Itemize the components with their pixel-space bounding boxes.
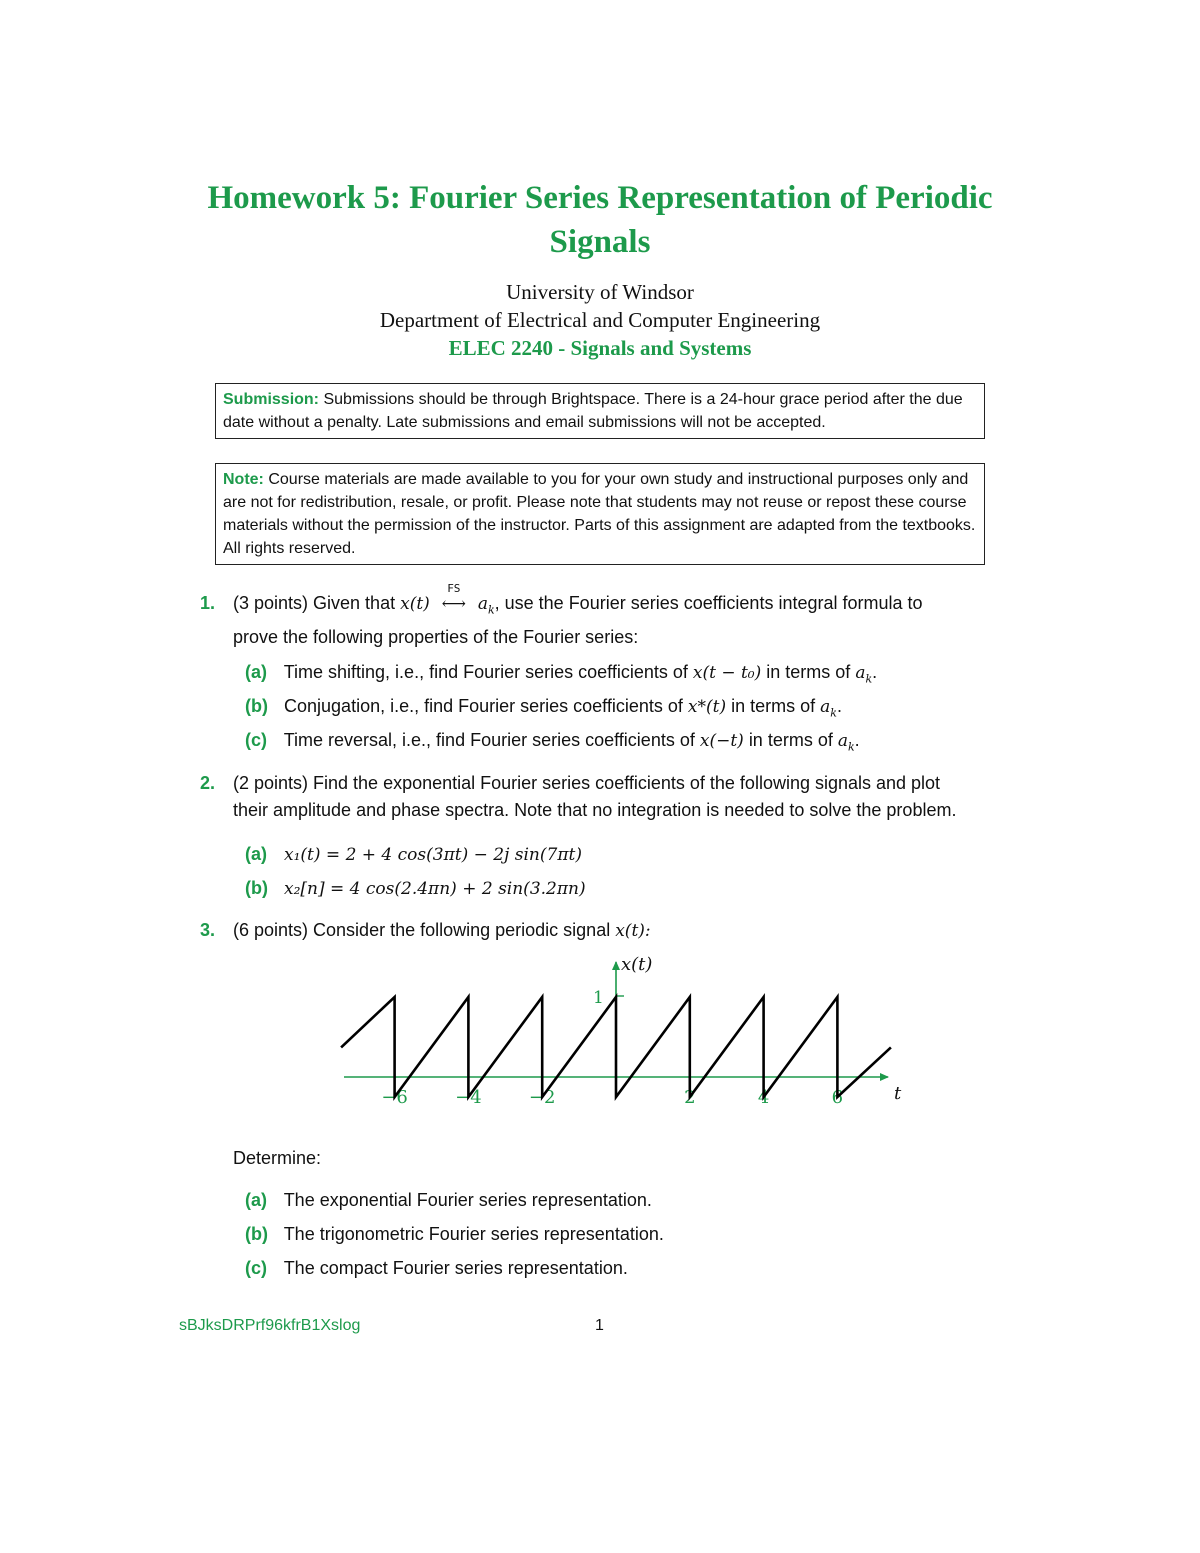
problem-2 bbox=[200, 770, 1030, 824]
fs-arrow: FS ⟷ bbox=[435, 590, 473, 618]
part-label: (b) bbox=[245, 878, 268, 898]
note-box bbox=[215, 463, 985, 565]
university: University of Windsor bbox=[506, 280, 694, 304]
part-text: The compact Fourier series representation. bbox=[283, 1258, 628, 1278]
problem-1-line2: prove the following properties of the Fourier series: bbox=[233, 626, 639, 647]
problem-2-line2: their amplitude and phase spectra. Note that no integration is needed to solve the problem. bbox=[233, 800, 957, 820]
problem-3-math: x(t): bbox=[615, 921, 651, 941]
problem-1-ak: a bbox=[477, 594, 488, 614]
part-label: (a) bbox=[245, 1190, 267, 1210]
part-math: x₂[n] = 4 cos(2.4πn) + 2 sin(3.2πn) bbox=[284, 879, 586, 899]
problem-1a: (a) Time shifting, i.e., find Fourier series coefficients of x(t − t₀) in terms of $a_k$. bbox=[245, 659, 877, 693]
department: Department of Electrical and Computer Engineering bbox=[379, 308, 821, 332]
part-suffix: in terms of bbox=[766, 662, 851, 682]
part-text: The trigonometric Fourier series representation. bbox=[283, 1224, 664, 1244]
note-text: Course materials are made available to you for your own study and instructional purposes only and are not for redistribution, resale, or profit. Please note that students may not reuse or repost these course materials without the permission of the instructor. Parts of this assignment are adapted from the textbooks. All rights reserved. bbox=[223, 471, 976, 557]
part-label: (c) bbox=[245, 730, 267, 750]
y-axis-label: x(t) bbox=[621, 954, 653, 975]
problem-1-xt: x(t) bbox=[400, 594, 430, 614]
submission-text: Submissions should be through Brightspace. There is a 24-hour grace period after the due date without a penalty. Late submissions and email submissions will not be accepted. bbox=[223, 391, 963, 431]
part-text: Time reversal, i.e., find Fourier series coefficients of bbox=[283, 730, 695, 750]
x-tick-label: 4 bbox=[757, 1087, 770, 1108]
part-suffix: in terms of bbox=[731, 696, 816, 716]
part-suffix: in terms of bbox=[748, 730, 833, 750]
problem-2-line1: (2 points) Find the exponential Fourier series coefficients of the following signals and plot bbox=[233, 773, 941, 793]
k-subscript: k bbox=[865, 672, 873, 686]
problem-2b bbox=[245, 875, 586, 903]
submission-box bbox=[215, 383, 985, 439]
fs-label: FS bbox=[447, 582, 461, 595]
x-tick-labels bbox=[381, 1087, 843, 1108]
x-tick-label: 2 bbox=[684, 1087, 696, 1108]
signal-line bbox=[341, 997, 891, 1097]
k-subscript: k bbox=[830, 706, 837, 720]
submission-label: Submission: bbox=[223, 391, 320, 408]
ak-symbol: a bbox=[855, 663, 866, 683]
problem-3-text: (6 points) Consider the following periodic signal bbox=[233, 920, 611, 940]
part-label: (c) bbox=[245, 1258, 267, 1278]
x-tick-label: −2 bbox=[528, 1087, 556, 1108]
x-tick-label: 6 bbox=[831, 1087, 844, 1108]
part-math: x*(t) bbox=[687, 697, 727, 717]
page-title-line2: Signals bbox=[549, 224, 651, 260]
page-number: 1 bbox=[595, 1317, 604, 1334]
problem-2-number: 2. bbox=[200, 773, 216, 793]
k-subscript: k bbox=[848, 740, 855, 754]
problem-1-intro: (3 points) Given that bbox=[233, 593, 396, 613]
problem-1-text-b: , use the Fourier series coefficients integral formula to bbox=[494, 593, 923, 613]
problem-1b: (b) Conjugation, i.e., find Fourier series coefficients of x*(t) in terms of $a_k$. bbox=[245, 693, 842, 727]
problem-3-number: 3. bbox=[200, 920, 216, 940]
page-title: Homework 5: Fourier Series Representation of Periodic bbox=[207, 180, 993, 216]
part-text: The exponential Fourier series representation. bbox=[283, 1190, 652, 1210]
document-id: sBJksDRPrf96kfrB1Xslog bbox=[179, 1317, 361, 1334]
determine-label: Determine: bbox=[233, 1148, 322, 1168]
problem-2a bbox=[245, 841, 582, 869]
problem-3c bbox=[245, 1255, 628, 1282]
part-label: (b) bbox=[245, 1224, 268, 1244]
x-axis-label: t bbox=[894, 1083, 902, 1104]
level-label: 1 bbox=[593, 988, 604, 1008]
part-math: x₁(t) = 2 + 4 cos(3πt) − 2j sin(7πt) bbox=[284, 845, 582, 865]
x-tick-marks bbox=[395, 1071, 838, 1083]
note-label: Note: bbox=[223, 471, 264, 488]
ak-symbol: a bbox=[837, 731, 848, 751]
x-tick-label: −6 bbox=[381, 1087, 408, 1108]
course-name: ELEC 2240 - Signals and Systems bbox=[448, 336, 752, 360]
part-label: (a) bbox=[245, 662, 267, 682]
problem-1-k: k bbox=[487, 603, 495, 617]
ak-symbol: a bbox=[820, 697, 831, 717]
problem-1 bbox=[200, 582, 1030, 651]
x-tick-label: −4 bbox=[455, 1087, 482, 1108]
problem-3b bbox=[245, 1221, 664, 1248]
problem-3a bbox=[245, 1187, 652, 1214]
part-math: x(t − t₀) bbox=[692, 663, 762, 683]
part-label: (a) bbox=[245, 844, 267, 864]
problem-1c: (c) Time reversal, i.e., find Fourier series coefficients of x(−t) in terms of $a_k$. bbox=[245, 727, 860, 761]
part-text: Conjugation, i.e., find Fourier series coefficients of bbox=[284, 696, 683, 716]
part-math: x(−t) bbox=[699, 731, 744, 751]
part-label: (b) bbox=[245, 696, 268, 716]
problem-3 bbox=[200, 917, 1030, 945]
problem-1-number: 1. bbox=[200, 593, 216, 613]
part-text: Time shifting, i.e., find Fourier series coefficients of bbox=[283, 662, 688, 682]
